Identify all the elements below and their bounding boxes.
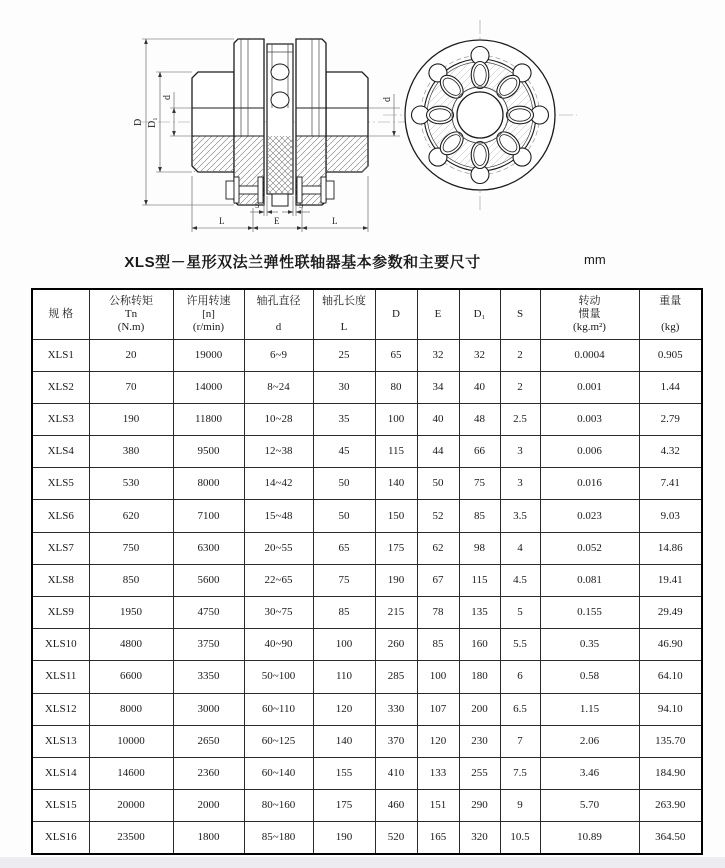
cell: 11800 <box>173 403 244 435</box>
cell: 380 <box>89 436 173 468</box>
table-row <box>32 790 702 822</box>
column-header: 轴孔直径 d <box>244 289 313 339</box>
cell: 110 <box>313 661 375 693</box>
cell: 32 <box>459 339 500 371</box>
column-header: 公称转矩 Tn (N.m) <box>89 289 173 339</box>
cell: 0.155 <box>540 597 639 629</box>
cell: 120 <box>313 693 375 725</box>
cell: 230 <box>459 725 500 757</box>
column-header: 重量 (kg) <box>639 289 702 339</box>
table-row <box>32 725 702 757</box>
cell: 4.32 <box>639 436 702 468</box>
cell: 80~160 <box>244 790 313 822</box>
cell: 620 <box>89 500 173 532</box>
table-row <box>32 661 702 693</box>
table-row <box>32 468 702 500</box>
cell: 200 <box>459 693 500 725</box>
cell: 155 <box>313 757 375 789</box>
cell: 2000 <box>173 790 244 822</box>
table-row <box>32 629 702 661</box>
cell: XLS1 <box>32 339 89 371</box>
cell: 4800 <box>89 629 173 661</box>
cell: 98 <box>459 532 500 564</box>
cell: 6~9 <box>244 339 313 371</box>
cell: 9.03 <box>639 500 702 532</box>
cell: 0.001 <box>540 371 639 403</box>
table-row <box>32 403 702 435</box>
cell: 133 <box>417 757 459 789</box>
cell: 3000 <box>173 693 244 725</box>
cell: 3 <box>500 436 540 468</box>
cell: 94.10 <box>639 693 702 725</box>
cell: 10~28 <box>244 403 313 435</box>
cell: 1.15 <box>540 693 639 725</box>
cell: XLS9 <box>32 597 89 629</box>
cell: 48 <box>459 403 500 435</box>
unit-label: mm <box>584 252 606 267</box>
cell: 8000 <box>173 468 244 500</box>
cell: 3.5 <box>500 500 540 532</box>
cell: 3 <box>500 468 540 500</box>
cell: 290 <box>459 790 500 822</box>
cell: 180 <box>459 661 500 693</box>
table-body <box>32 339 702 854</box>
cell: 460 <box>375 790 417 822</box>
cell: 263.90 <box>639 790 702 822</box>
cell: XLS15 <box>32 790 89 822</box>
cell: 100 <box>417 661 459 693</box>
cell: 2.06 <box>540 725 639 757</box>
cell: 14000 <box>173 371 244 403</box>
cell: 14.86 <box>639 532 702 564</box>
cell: 40 <box>417 403 459 435</box>
cell: 9 <box>500 790 540 822</box>
cell: 2650 <box>173 725 244 757</box>
cell: 100 <box>375 403 417 435</box>
cell: 85 <box>313 597 375 629</box>
cell: 34 <box>417 371 459 403</box>
column-header: 规 格 <box>32 289 89 339</box>
cell: 67 <box>417 564 459 596</box>
cell: 10.89 <box>540 822 639 854</box>
cell: 75 <box>313 564 375 596</box>
cell: 0.905 <box>639 339 702 371</box>
cell: 40~90 <box>244 629 313 661</box>
cell: 5 <box>500 597 540 629</box>
cell: 330 <box>375 693 417 725</box>
cell: 0.003 <box>540 403 639 435</box>
cell: 2360 <box>173 757 244 789</box>
cell: 7.41 <box>639 468 702 500</box>
cell: 40 <box>459 371 500 403</box>
column-header: D₁ <box>459 289 500 339</box>
table-row <box>32 564 702 596</box>
cell: 25 <box>313 339 375 371</box>
cell: 4750 <box>173 597 244 629</box>
cell: 2 <box>500 339 540 371</box>
cell: 175 <box>375 532 417 564</box>
cell: 2 <box>500 371 540 403</box>
cell: 4.5 <box>500 564 540 596</box>
dim-label-L-right: L <box>332 216 338 226</box>
title-row <box>0 251 725 273</box>
cell: XLS5 <box>32 468 89 500</box>
cell: 135 <box>459 597 500 629</box>
dim-label-L-left: L <box>219 216 225 226</box>
cell: 12~38 <box>244 436 313 468</box>
cell: 5.5 <box>500 629 540 661</box>
cell: 64.10 <box>639 661 702 693</box>
cell: 285 <box>375 661 417 693</box>
column-header: 轴孔长度 L <box>313 289 375 339</box>
cell: XLS12 <box>32 693 89 725</box>
cell: 1.44 <box>639 371 702 403</box>
cell: 22~65 <box>244 564 313 596</box>
cell: 115 <box>459 564 500 596</box>
cell: 66 <box>459 436 500 468</box>
cell: 260 <box>375 629 417 661</box>
cell: 7 <box>500 725 540 757</box>
cell: 3350 <box>173 661 244 693</box>
cell: XLS14 <box>32 757 89 789</box>
dim-label-S-right: S <box>299 201 304 210</box>
cell: 8000 <box>89 693 173 725</box>
cell: 23500 <box>89 822 173 854</box>
cell: 60~110 <box>244 693 313 725</box>
cell: 7.5 <box>500 757 540 789</box>
table-row <box>32 597 702 629</box>
column-header: E <box>417 289 459 339</box>
cell: 0.023 <box>540 500 639 532</box>
cell: 50 <box>417 468 459 500</box>
cell: 175 <box>313 790 375 822</box>
table-row <box>32 757 702 789</box>
cell: 6.5 <box>500 693 540 725</box>
column-header: S <box>500 289 540 339</box>
cell: 0.35 <box>540 629 639 661</box>
table-row <box>32 339 702 371</box>
cell: 2.79 <box>639 403 702 435</box>
cell: 70 <box>89 371 173 403</box>
cell: XLS10 <box>32 629 89 661</box>
cell: 29.49 <box>639 597 702 629</box>
cell: 6600 <box>89 661 173 693</box>
cell: 215 <box>375 597 417 629</box>
cell: 0.58 <box>540 661 639 693</box>
cell: XLS13 <box>32 725 89 757</box>
dim-label-E: E <box>274 216 280 226</box>
cell: 0.016 <box>540 468 639 500</box>
cell: 115 <box>375 436 417 468</box>
cell: 140 <box>375 468 417 500</box>
cell: 9500 <box>173 436 244 468</box>
coupling-section-view <box>133 39 425 232</box>
cell: 62 <box>417 532 459 564</box>
cell: 10000 <box>89 725 173 757</box>
cell: 1950 <box>89 597 173 629</box>
cell: 50~100 <box>244 661 313 693</box>
cell: 190 <box>313 822 375 854</box>
cell: 3.46 <box>540 757 639 789</box>
dim-label-S-left: S <box>255 201 260 210</box>
cell: 78 <box>417 597 459 629</box>
cell: 30 <box>313 371 375 403</box>
cell: 135.70 <box>639 725 702 757</box>
column-header: 转动 惯量 (kg.m²) <box>540 289 639 339</box>
cell: 520 <box>375 822 417 854</box>
column-header: 许用转速 [n] (r/min) <box>173 289 244 339</box>
spec-table <box>31 288 703 855</box>
cell: 5600 <box>173 564 244 596</box>
cell: XLS7 <box>32 532 89 564</box>
cell: 165 <box>417 822 459 854</box>
cell: XLS6 <box>32 500 89 532</box>
cell: 100 <box>313 629 375 661</box>
cell: XLS16 <box>32 822 89 854</box>
cell: XLS8 <box>32 564 89 596</box>
cell: 85~180 <box>244 822 313 854</box>
cell: 184.90 <box>639 757 702 789</box>
table-row <box>32 532 702 564</box>
dim-label-D: D <box>133 118 144 126</box>
cell: 35 <box>313 403 375 435</box>
cell: 120 <box>417 725 459 757</box>
cell: 2.5 <box>500 403 540 435</box>
cell: 160 <box>459 629 500 661</box>
cell: 20~55 <box>244 532 313 564</box>
cell: 410 <box>375 757 417 789</box>
cell: 255 <box>459 757 500 789</box>
cell: 5.70 <box>540 790 639 822</box>
cell: 6300 <box>173 532 244 564</box>
cell: 8~24 <box>244 371 313 403</box>
table-row <box>32 693 702 725</box>
cell: 0.006 <box>540 436 639 468</box>
cell: 364.50 <box>639 822 702 854</box>
table-row <box>32 822 702 854</box>
cell: 85 <box>417 629 459 661</box>
cell: 44 <box>417 436 459 468</box>
cell: 19000 <box>173 339 244 371</box>
cell: 750 <box>89 532 173 564</box>
cell: 0.0004 <box>540 339 639 371</box>
column-header: D <box>375 289 417 339</box>
cell: 45 <box>313 436 375 468</box>
cell: 75 <box>459 468 500 500</box>
cell: 60~125 <box>244 725 313 757</box>
cell: 15~48 <box>244 500 313 532</box>
cell: 107 <box>417 693 459 725</box>
cell: 65 <box>313 532 375 564</box>
cell: 19.41 <box>639 564 702 596</box>
cell: 80 <box>375 371 417 403</box>
cell: 190 <box>375 564 417 596</box>
dim-label-d-left: d <box>162 95 173 100</box>
cell: 60~140 <box>244 757 313 789</box>
cell: 150 <box>375 500 417 532</box>
page-bottom-strip <box>0 857 725 868</box>
table-row <box>32 371 702 403</box>
cell: 850 <box>89 564 173 596</box>
cell: 30~75 <box>244 597 313 629</box>
cell: 7100 <box>173 500 244 532</box>
cell: 530 <box>89 468 173 500</box>
cell: 32 <box>417 339 459 371</box>
cell: 190 <box>89 403 173 435</box>
cell: 140 <box>313 725 375 757</box>
cell: 50 <box>313 468 375 500</box>
dim-label-d-right: d <box>382 97 393 102</box>
cell: 20000 <box>89 790 173 822</box>
cell: 46.90 <box>639 629 702 661</box>
cell: 52 <box>417 500 459 532</box>
cell: 151 <box>417 790 459 822</box>
cell: XLS3 <box>32 403 89 435</box>
technical-drawing <box>0 0 725 248</box>
header-row <box>32 289 702 339</box>
cell: 370 <box>375 725 417 757</box>
cell: 50 <box>313 500 375 532</box>
cell: XLS4 <box>32 436 89 468</box>
cell: 6 <box>500 661 540 693</box>
cell: 14600 <box>89 757 173 789</box>
cell: XLS2 <box>32 371 89 403</box>
cell: 10.5 <box>500 822 540 854</box>
dim-label-D1: D₁ <box>147 117 158 128</box>
table-row <box>32 436 702 468</box>
cell: 20 <box>89 339 173 371</box>
cell: 85 <box>459 500 500 532</box>
coupling-front-view <box>383 20 577 212</box>
cell: 320 <box>459 822 500 854</box>
table-row <box>32 500 702 532</box>
page-title: XLS型－星形双法兰弹性联轴器基本参数和主要尺寸 <box>124 254 481 271</box>
cell: 0.052 <box>540 532 639 564</box>
cell: 1800 <box>173 822 244 854</box>
cell: 65 <box>375 339 417 371</box>
cell: XLS11 <box>32 661 89 693</box>
cell: 14~42 <box>244 468 313 500</box>
cell: 3750 <box>173 629 244 661</box>
cell: 0.081 <box>540 564 639 596</box>
cell: 4 <box>500 532 540 564</box>
